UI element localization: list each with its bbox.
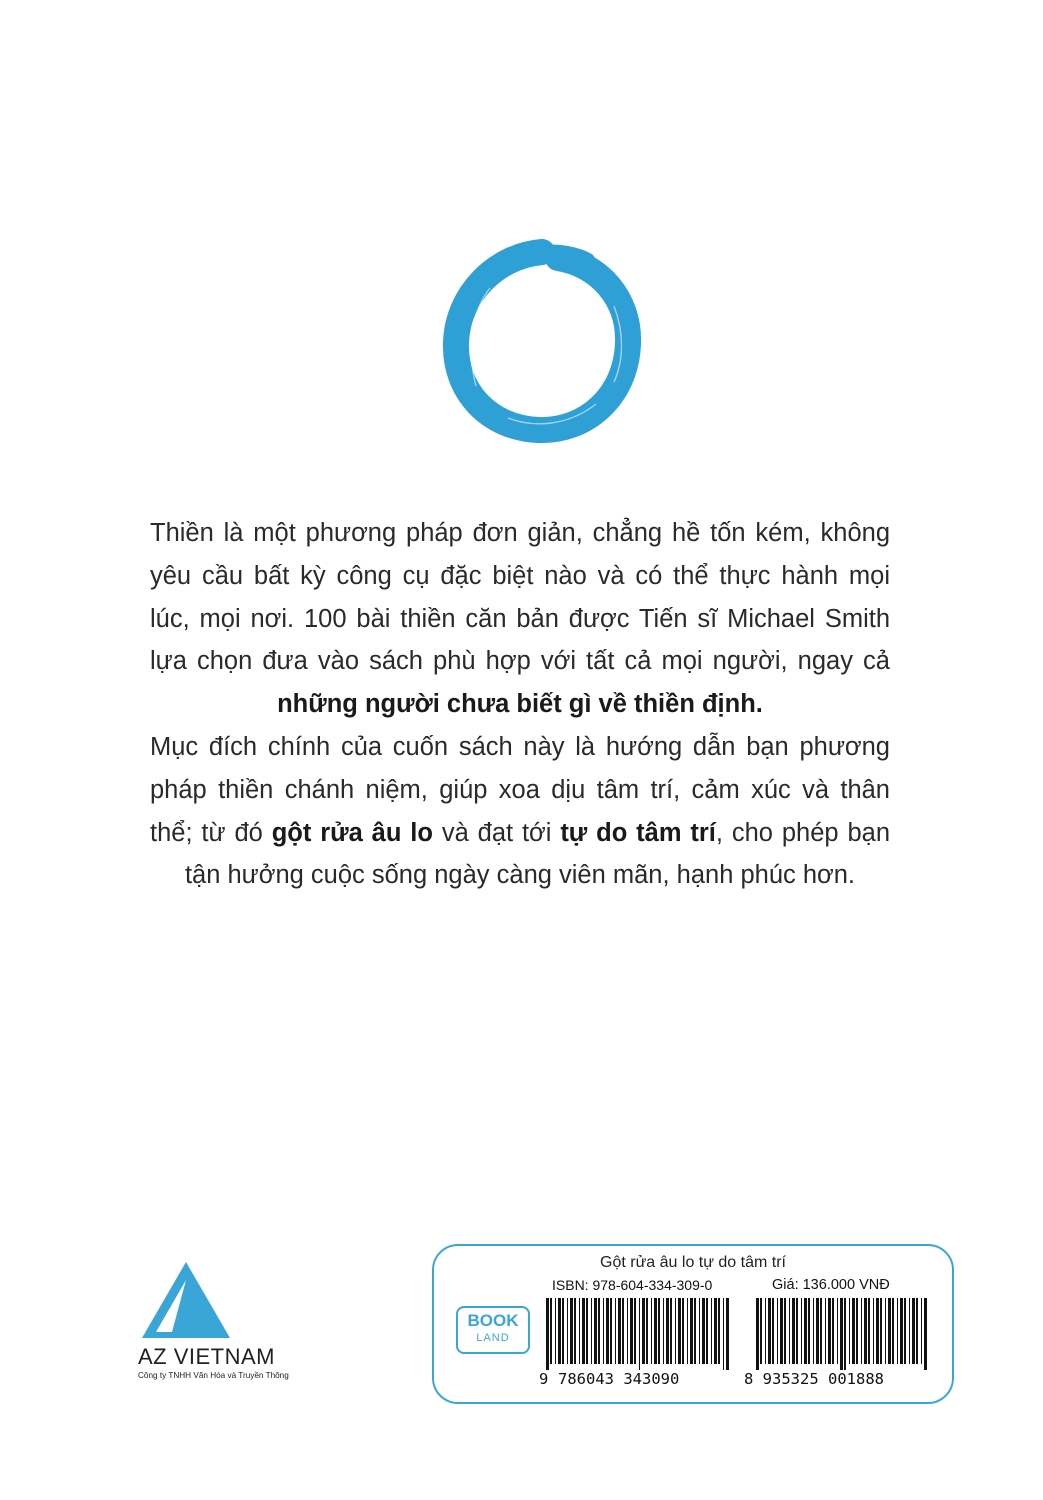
- text-span: thể; từ đó: [150, 818, 272, 847]
- barcode-bar: [579, 1298, 580, 1364]
- back-cover-blurb: [150, 512, 890, 897]
- barcode-bar: [856, 1298, 858, 1364]
- barcode1-prefix: 9: [539, 1370, 549, 1388]
- barcode-bar: [768, 1298, 771, 1364]
- barcode-bar: [921, 1298, 922, 1364]
- barcode-bar: [646, 1298, 648, 1364]
- barcode-bar: [678, 1298, 681, 1364]
- barcode-bar: [765, 1298, 766, 1364]
- barcode-bar: [844, 1298, 846, 1370]
- barcode-bar: [687, 1298, 688, 1364]
- barcode-bar: [582, 1298, 585, 1364]
- barcode-bar: [876, 1298, 879, 1364]
- barcode-bar: [789, 1298, 790, 1364]
- barcode-bar: [784, 1298, 786, 1364]
- barcode-bar: [574, 1298, 576, 1364]
- blurb-highlight-line: [150, 683, 890, 726]
- barcode-bar: [651, 1298, 652, 1364]
- barcode-bar: [880, 1298, 882, 1364]
- barcode-bar: [694, 1298, 696, 1364]
- barcode-bar: [801, 1298, 802, 1364]
- blurb-line: lựa chọn đưa vào sách phù hợp với tất cả mọi người, ngay cả: [150, 647, 890, 676]
- barcode-bar: [615, 1298, 616, 1364]
- barcode-bar: [618, 1298, 621, 1364]
- publisher-subtitle: Công ty TNHH Văn Hóa và Truyền Thông: [138, 1371, 289, 1380]
- barcode-bar: [634, 1298, 636, 1364]
- barcode-bar: [714, 1298, 717, 1364]
- barcode-bar: [706, 1298, 708, 1364]
- bookland-bottom: LAND: [476, 1332, 510, 1344]
- blurb-line: lúc, mọi nơi. 100 bài thiền căn bản được Tiến sĩ Michael Smith: [150, 604, 890, 633]
- barcode-bar: [756, 1298, 759, 1370]
- blurb-line: tận hưởng cuộc sống ngày càng viên mãn, hạnh phúc hơn.: [184, 861, 856, 890]
- barcode-bar: [820, 1298, 822, 1364]
- barcode-bar: [772, 1298, 774, 1364]
- barcode-bar: [892, 1298, 894, 1364]
- barcode-bar: [804, 1298, 807, 1364]
- publisher-name: AZ VIETNAM: [138, 1344, 276, 1369]
- barcode-bar: [550, 1298, 552, 1364]
- barcode-bar: [546, 1298, 549, 1370]
- barcode-bar: [558, 1298, 561, 1364]
- barcode-bar: [832, 1298, 834, 1364]
- barcode-bar: [885, 1298, 886, 1364]
- barcode-bar: [760, 1298, 762, 1364]
- barcode-bar: [718, 1298, 720, 1364]
- enso-circle-icon: [438, 236, 644, 446]
- bold-phrase: tự do tâm trí: [560, 818, 716, 847]
- barcode-bar: [555, 1298, 556, 1364]
- barcode-bar: [594, 1298, 597, 1364]
- barcode-bar: [924, 1298, 927, 1370]
- barcode-bar: [916, 1298, 918, 1364]
- barcode-bar: [808, 1298, 810, 1364]
- barcode-bar: [586, 1298, 588, 1364]
- bold-phrase: những người chưa biết gì về thiền định.: [277, 690, 763, 719]
- text-span: và đạt tới: [432, 818, 561, 847]
- blurb-line: [150, 812, 890, 855]
- barcode-bar: [726, 1298, 729, 1370]
- isbn-barcode: [546, 1298, 730, 1370]
- barcode-bar: [861, 1298, 862, 1364]
- barcode-bar: [777, 1298, 778, 1364]
- barcode-bar: [567, 1298, 568, 1364]
- bookland-logo: [456, 1306, 530, 1354]
- price-label: Giá: 136.000 VNĐ: [772, 1277, 890, 1293]
- barcode-bar: [909, 1298, 910, 1364]
- barcode-bar: [904, 1298, 906, 1364]
- barcode-bar: [868, 1298, 870, 1364]
- blurb-line: yêu cầu bất kỳ công cụ đặc biệt nào và có thể thực hành mọi: [150, 561, 890, 590]
- isbn-label: ISBN: 978-604-334-309-0: [552, 1277, 713, 1293]
- barcode-bar: [690, 1298, 693, 1364]
- barcode-bar: [840, 1298, 843, 1370]
- barcode-bar: [598, 1298, 600, 1364]
- bold-phrase: gột rửa âu lo: [271, 818, 433, 847]
- barcode-bar: [658, 1298, 660, 1364]
- barcode-bar: [606, 1298, 609, 1364]
- sticker-book-title: Gột rửa âu lo tự do tâm trí: [600, 1254, 786, 1271]
- bookland-top: BOOK: [467, 1311, 519, 1330]
- publisher-logo: [138, 1262, 289, 1380]
- barcode-bar: [570, 1298, 573, 1364]
- barcode-bar: [562, 1298, 564, 1364]
- barcode-bar: [849, 1298, 850, 1364]
- barcode-bar: [897, 1298, 898, 1364]
- barcode-bar: [591, 1298, 592, 1364]
- blurb-line: Mục đích chính của cuốn sách này là hướng dẫn bạn phương: [150, 732, 890, 761]
- barcode-bar: [711, 1298, 712, 1364]
- blurb-line: pháp thiền chánh niệm, giúp xoa dịu tâm trí, cảm xúc và thân: [150, 775, 890, 804]
- barcode-bar: [675, 1298, 676, 1364]
- barcode-bar: [642, 1298, 645, 1364]
- barcode1-digits: 786043 343090: [558, 1370, 680, 1388]
- barcode-sticker: [432, 1244, 954, 1404]
- product-barcode: [756, 1298, 930, 1370]
- barcode-bar: [610, 1298, 612, 1364]
- blurb-line: Thiền là một phương pháp đơn giản, chẳng hề tốn kém, không: [150, 519, 890, 547]
- barcode-bar: [630, 1298, 633, 1364]
- barcode-bar: [796, 1298, 798, 1364]
- barcode-bar: [699, 1298, 700, 1364]
- barcode-bar: [873, 1298, 874, 1364]
- barcode-bar: [813, 1298, 814, 1364]
- barcode-bar: [627, 1298, 628, 1364]
- barcode-bar: [702, 1298, 705, 1364]
- barcode-bar: [825, 1298, 826, 1364]
- barcode-bar: [864, 1298, 867, 1364]
- barcode-bar: [622, 1298, 624, 1364]
- barcode-bar: [837, 1298, 838, 1364]
- barcode-bar: [852, 1298, 855, 1364]
- barcode-bar: [670, 1298, 672, 1364]
- barcode2-digits: 8 935325 001888: [744, 1370, 884, 1388]
- barcode-bar: [828, 1298, 831, 1364]
- barcode-bar: [723, 1298, 724, 1370]
- az-triangle-icon: [142, 1262, 230, 1340]
- barcode-bar: [816, 1298, 819, 1364]
- barcode-bar: [682, 1298, 684, 1364]
- barcode-bar: [900, 1298, 903, 1364]
- barcode-bar: [663, 1298, 664, 1364]
- barcode-bar: [780, 1298, 783, 1364]
- text-span: , cho phép bạn: [715, 818, 891, 847]
- barcode-bar: [639, 1298, 640, 1370]
- barcode-bar: [603, 1298, 604, 1364]
- barcode-bar: [888, 1298, 891, 1364]
- barcode-bar: [912, 1298, 915, 1364]
- barcode-bar: [792, 1298, 795, 1364]
- barcode-bar: [666, 1298, 669, 1364]
- barcode-bar: [654, 1298, 657, 1364]
